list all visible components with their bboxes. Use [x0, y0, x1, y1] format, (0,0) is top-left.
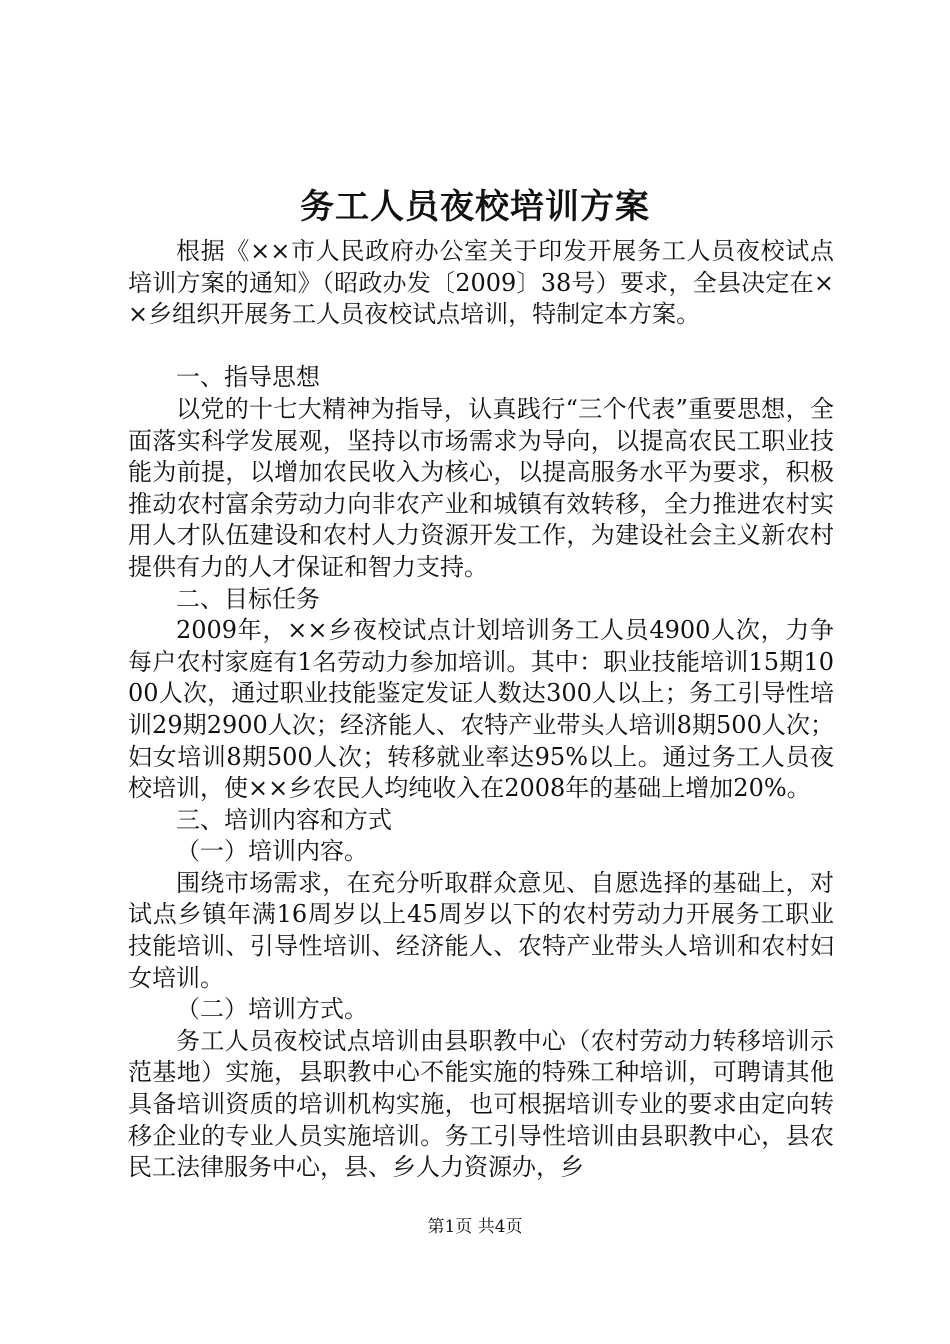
paragraph-training-content: 围绕市场需求，在充分听取群众意见、自愿选择的基础上，对试点乡镇年满16周岁以上45周岁以下的农村劳动力开展务工职业技能培训、引导性培训、经济能人、农特产业带头人培训和农村妇女培训。 [128, 868, 834, 992]
subheading-training-content: （一）培训内容。 [176, 837, 368, 866]
paragraph-training-method: 务工人员夜校试点培训由县职教中心（农村劳动力转移培训示范基地）实施，县职教中心不能实施的特殊工种培训，可聘请其他具备培训资质的培训机构实施，也可根据培训专业的要求由定向转移企业的专业人员实施培训。务工引导性培训由县职教中心，县农民工法律服务中心，县、乡人力资源办，乡 [128, 1026, 834, 1182]
section-heading-goals: 二、目标任务 [176, 584, 320, 613]
document-title: 务工人员夜校培训方案 [300, 187, 650, 227]
paragraph-spacer [128, 331, 834, 363]
subheading-training-method: （二）培训方式。 [176, 995, 368, 1024]
section-heading-training-content-method: 三、培训内容和方式 [176, 805, 392, 834]
paragraph-goals: 2009年，××乡夜校试点计划培训务工人员4900人次，力争每户农村家庭有1名劳动力参加培训。其中：职业技能培训15期1000人次，通过职业技能鉴定发证人数达300人以上；务工引导性培训29期2900人次；经济能人、农特产业带头人培训8期500人次；妇女培训8期500人次；转移就业率达95%以上。通过务工人员夜校培训，使××乡农民人均纯收入在2008年的基础上增加20%。 [128, 616, 834, 803]
paragraph-intro: 根据《××市人民政府办公室关于印发开展务工人员夜校试点培训方案的通知》（昭政办发〔2009〕38号）要求，全县决定在××乡组织开展务工人员夜校试点培训，特制定本方案。 [128, 237, 834, 329]
document-body [128, 236, 834, 1184]
page-number-footer: 第1页 共4页 [427, 1217, 523, 1237]
section-heading-guiding-ideology: 一、指导思想 [176, 363, 320, 392]
paragraph-guiding-ideology: 以党的十七大精神为指导，认真践行“三个代表”重要思想，全面落实科学发展观，坚持以市场需求为导向，以提高农民工职业技能为前提，以增加农民收入为核心，以提高服务水平为要求，积极推动农村富余劳动力向非农产业和城镇有效转移，全力推进农村实用人才队伍建设和农村人力资源开发工作，为建设社会主义新农村提供有力的人才保证和智力支持。 [128, 394, 834, 581]
